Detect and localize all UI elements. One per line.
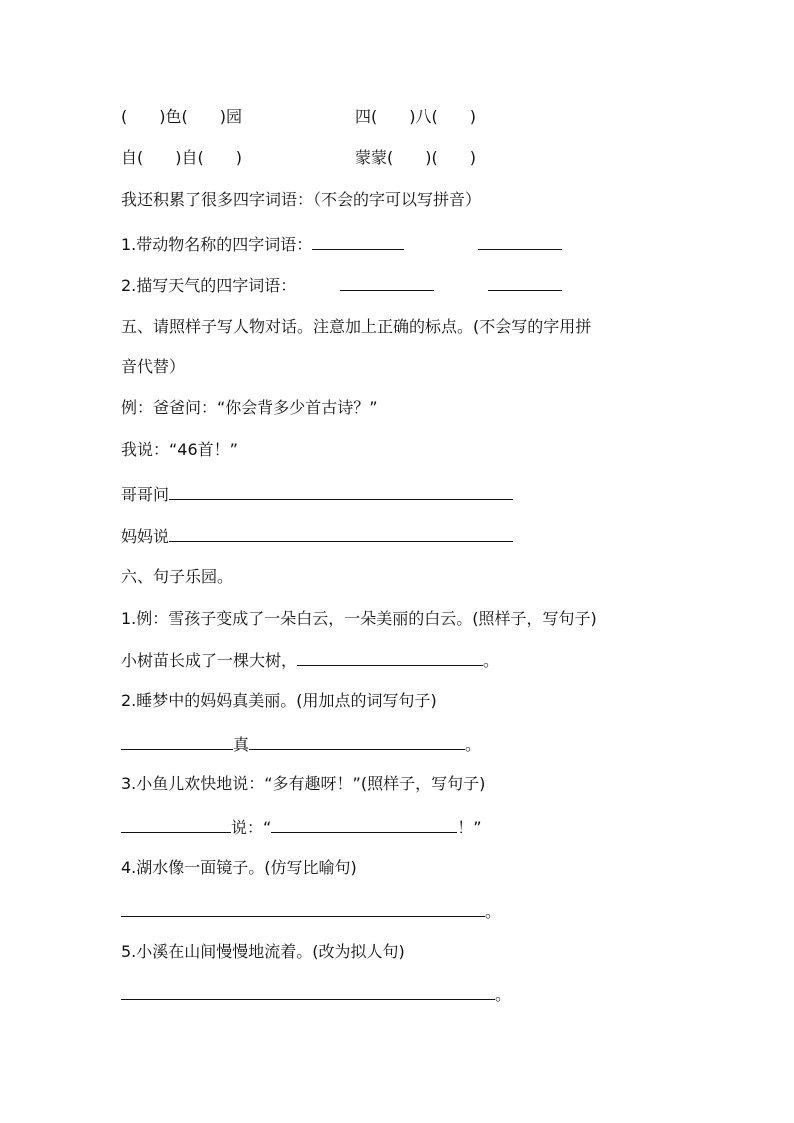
four-char-intro: 我还积累了很多四字词语：（不会的字可以写拼音）	[121, 190, 482, 209]
answer-blank[interactable]	[169, 482, 513, 500]
answer-blank[interactable]	[478, 232, 562, 250]
q5-end: 。	[495, 985, 512, 1004]
q1-answer-prefix: 小树苗长成了一棵大树，	[121, 651, 298, 670]
idiom-row1-right: 四( )八( )	[355, 107, 476, 126]
answer-blank[interactable]	[340, 273, 434, 291]
q3-said: 说：“	[231, 818, 272, 837]
idiom-row-2-right	[355, 147, 476, 169]
section6-q5: 5.小溪在山间慢慢地流着。(改为拟人句)	[121, 942, 405, 961]
answer-blank[interactable]	[488, 273, 562, 291]
answer-blank[interactable]	[121, 815, 231, 833]
four-char-q1-label: 1.带动物名称的四字词语：	[121, 235, 313, 254]
section5-example1: 例：爸爸问：“你会背多少首古诗？”	[121, 398, 378, 417]
answer-blank[interactable]	[121, 732, 233, 750]
answer-blank[interactable]	[312, 232, 404, 250]
answer-blank[interactable]	[297, 648, 483, 666]
section6-q1: 1.例：雪孩子变成了一朵白云，一朵美丽的白云。(照样子，写句子)	[121, 609, 597, 628]
section6-title: 六、句子乐园。	[121, 567, 234, 586]
q4-end: 。	[485, 902, 502, 921]
section6-q2: 2.睡梦中的妈妈真美丽。(用加点的词写句子)	[121, 691, 437, 710]
section5-title-line2: 音代替）	[121, 357, 186, 376]
section6-q2-answer	[121, 732, 481, 756]
four-char-q1	[121, 232, 562, 256]
brother-label: 哥哥问	[121, 485, 170, 504]
answer-blank[interactable]	[249, 732, 465, 750]
section5-title-line1: 五、请照样子写人物对话。注意加上正确的标点。(不会写的字用拼	[121, 317, 592, 336]
idiom-row2-left: 自( )自( )	[121, 148, 242, 167]
answer-blank[interactable]	[271, 815, 457, 833]
answer-blank[interactable]	[121, 982, 495, 1000]
section5-example2: 我说：“46首！”	[121, 440, 238, 459]
section6-q5-answer	[121, 982, 511, 1006]
section6-q4-answer	[121, 899, 501, 923]
section6-q3-answer	[121, 815, 482, 839]
section6-q4: 4.湖水像一面镜子。(仿写比喻句)	[121, 858, 357, 877]
answer-blank[interactable]	[121, 899, 485, 917]
idiom-row1-left: ( )色( )园	[121, 107, 242, 126]
four-char-q2	[121, 273, 562, 297]
q1-answer-end: 。	[483, 651, 500, 670]
mother-label: 妈妈说	[121, 527, 170, 546]
section6-q3: 3.小鱼儿欢快地说：“多有趣呀！”(照样子，写句子)	[121, 774, 486, 793]
q3-end: ！”	[457, 818, 482, 837]
idiom-row-1	[121, 106, 242, 128]
section5-mother	[121, 524, 513, 548]
idiom-row-2	[121, 147, 242, 169]
section5-brother	[121, 482, 513, 506]
answer-blank[interactable]	[169, 524, 513, 542]
q2-end: 。	[465, 735, 482, 754]
idiom-row2-right: 蒙蒙( )( )	[355, 148, 476, 167]
idiom-row-1-right	[355, 106, 476, 128]
section6-q1-answer	[121, 648, 499, 672]
q2-mid: 真	[233, 735, 250, 754]
four-char-q2-label: 2.描写天气的四字词语：	[121, 276, 297, 295]
